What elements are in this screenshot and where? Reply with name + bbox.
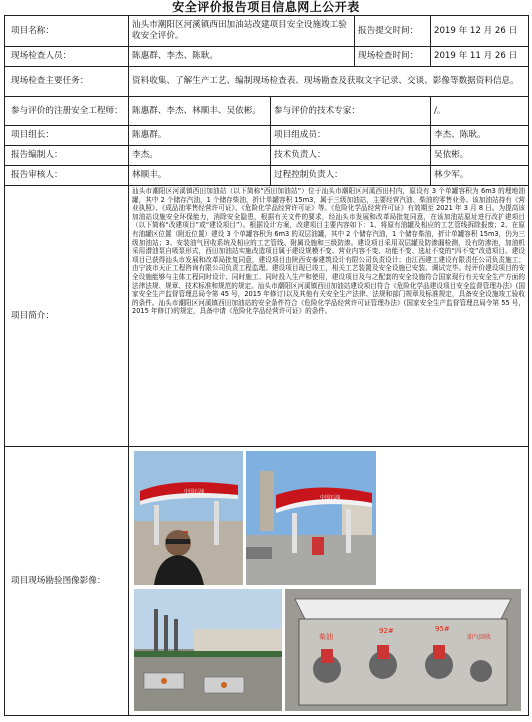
process-lead-value: 林少军。 — [431, 166, 529, 186]
project-name-value: 汕头市潮阳区河溪镇西田加油站改建项目安全设施竣工验收安全评价。 — [129, 16, 355, 47]
tasks-value: 资料收集、了解生产工艺、编制现场检查表、现场勘查及获取文字记录、交谈、影像等数据资料信息。 — [129, 67, 529, 97]
compiler-label: 报告编制人： — [5, 146, 129, 166]
leader-value: 陈惠群。 — [129, 126, 271, 146]
site-photo-canopy-person — [134, 451, 243, 585]
site-photo-tank-well — [285, 589, 521, 711]
tasks-label: 现场检查主要任务： — [5, 67, 129, 97]
tank-label-diesel: 柴油 — [319, 633, 333, 641]
project-name-label: 项目名称： — [5, 16, 129, 47]
intro-label: 项目简介： — [5, 186, 129, 447]
tank-label-92: 92# — [379, 627, 394, 635]
site-photo-tank-area — [134, 589, 282, 711]
tech-lead-value: 吴依彬。 — [431, 146, 529, 166]
site-photo-station-tower — [246, 451, 376, 585]
tank-label-95: 95# — [435, 625, 450, 633]
canopy-sign-text-2: 中国石油 — [320, 495, 341, 501]
inspect-time-value: 2019 年 11 月 26 日 — [431, 47, 529, 67]
engineers-value: 陈惠群、李杰、林顺丰、吴依彬。 — [129, 97, 271, 126]
inspectors-label: 现场检查人员： — [5, 47, 129, 67]
info-table — [4, 15, 529, 716]
intro-text: 汕头市潮阳区河溪镇西田加油站（以下简称“西田加油站”）位于汕头市潮阳区河溪西田村内，原设有 3 个单罐容积为 6m3 的埋地油罐，其中 2 个储存汽油，1 个储存柴油，折计单罐容积 15m3，属于三级加油站，主要经营汽油、柴油的零售业务。该加油站持有《营业执照》、《成品油零售经营许可证》、《危险化学品经营许可证》等。《危险化学品经营许可证》有效期至 2021 年 3 月 8 日。为提高该加油站设施安全环保能力，消除安全隐患，根据有关文件的要求，经汕头市发展和改革局批复同意，在该加油站原址进行改扩建项目（以下简称“改建项目”或“建设项目”）。根据设计方案，改建项目主要内容如下：1、将原有油罐及相应的工艺管线拆除报废；2、在原有油罐区位置（附近位置）建设 3 个单罐容积为 6m3 的双层油罐，其中 2 个储存汽油，1 个储存柴油，折计单罐容积 15m3，仍为三级加油站；3、安装油气回收系统及相应的工艺管线、附属设施和三级防渗。建设项目采用双层罐及防渗漏检测，设有防渗池，加油机采用潜油泵自吸泵形式，西田加油站实施改造项目属于建设规模不变、营业内容不变、功能不变、选址不变的“四不变”改造项目。建设项目已获得汕头市发展和改革局批复同意，建设项目由陕西安泰建筑设计有限公司负责设计；由江西建工建设有限责任公司负责施工；由宁波市天正工程咨询有限公司负责工程监理。建设项目现已竣工，相关工艺装置及安全设施已安装、调试完毕。经评价建设项目的安全设施能够与主体工程同时设计、同时施工、同时投入生产和使用，建设项目及与之配套的安全设施符合国家现行有关安全生产方面的法律法规、规章、技术标准和规范的规定。汕头市潮阳区河溪镇西田加油站建设项目符合《危险化学品建设项目安全监督管理办法》(国家安全生产监督管理总局令第 45 号，2015 年修订)以及其他有关安全生产法律、法规和部门规章及标准规定，具备安全设施竣工验收的条件。汕头市潮阳区河溪镇西田加油站的安全条件符合《危险化学品经营许可证管理办法》(国家安全生产监督管理总局令第 55 号，2015 年修订)的规定，具备申请《危险化学品经营许可证》的条件。 — [129, 186, 529, 447]
photos-label: 项目现场勘验图像影像： — [5, 447, 129, 716]
reviewer-value: 林顺丰。 — [129, 166, 271, 186]
page-title: 安全评价报告项目信息网上公开表 — [172, 0, 360, 14]
leader-label: 项目组长： — [5, 126, 129, 146]
tech-experts-label: 参与评价的技术专家： — [271, 97, 431, 126]
engineers-label: 参与评价的注册安全工程师： — [5, 97, 129, 126]
submit-time-value: 2019 年 12 月 26 日 — [431, 16, 529, 47]
inspect-time-label: 现场检查时间： — [355, 47, 431, 67]
members-label: 项目组成员： — [271, 126, 431, 146]
submit-time-label: 报告提交时间： — [355, 16, 431, 47]
tech-lead-label: 技术负责人： — [271, 146, 431, 166]
reviewer-label: 报告审核人： — [5, 166, 129, 186]
process-lead-label: 过程控制负责人： — [271, 166, 431, 186]
photos-cell — [129, 447, 529, 716]
compiler-value: 李杰。 — [129, 146, 271, 166]
inspectors-value: 陈惠群、李杰、陈耿。 — [129, 47, 355, 67]
tank-label-vapor: 油气回收 — [467, 634, 492, 641]
canopy-sign-text-1: 中国石油 — [184, 489, 205, 495]
members-value: 李杰、陈耿。 — [431, 126, 529, 146]
tech-experts-value: /。 — [431, 97, 529, 126]
